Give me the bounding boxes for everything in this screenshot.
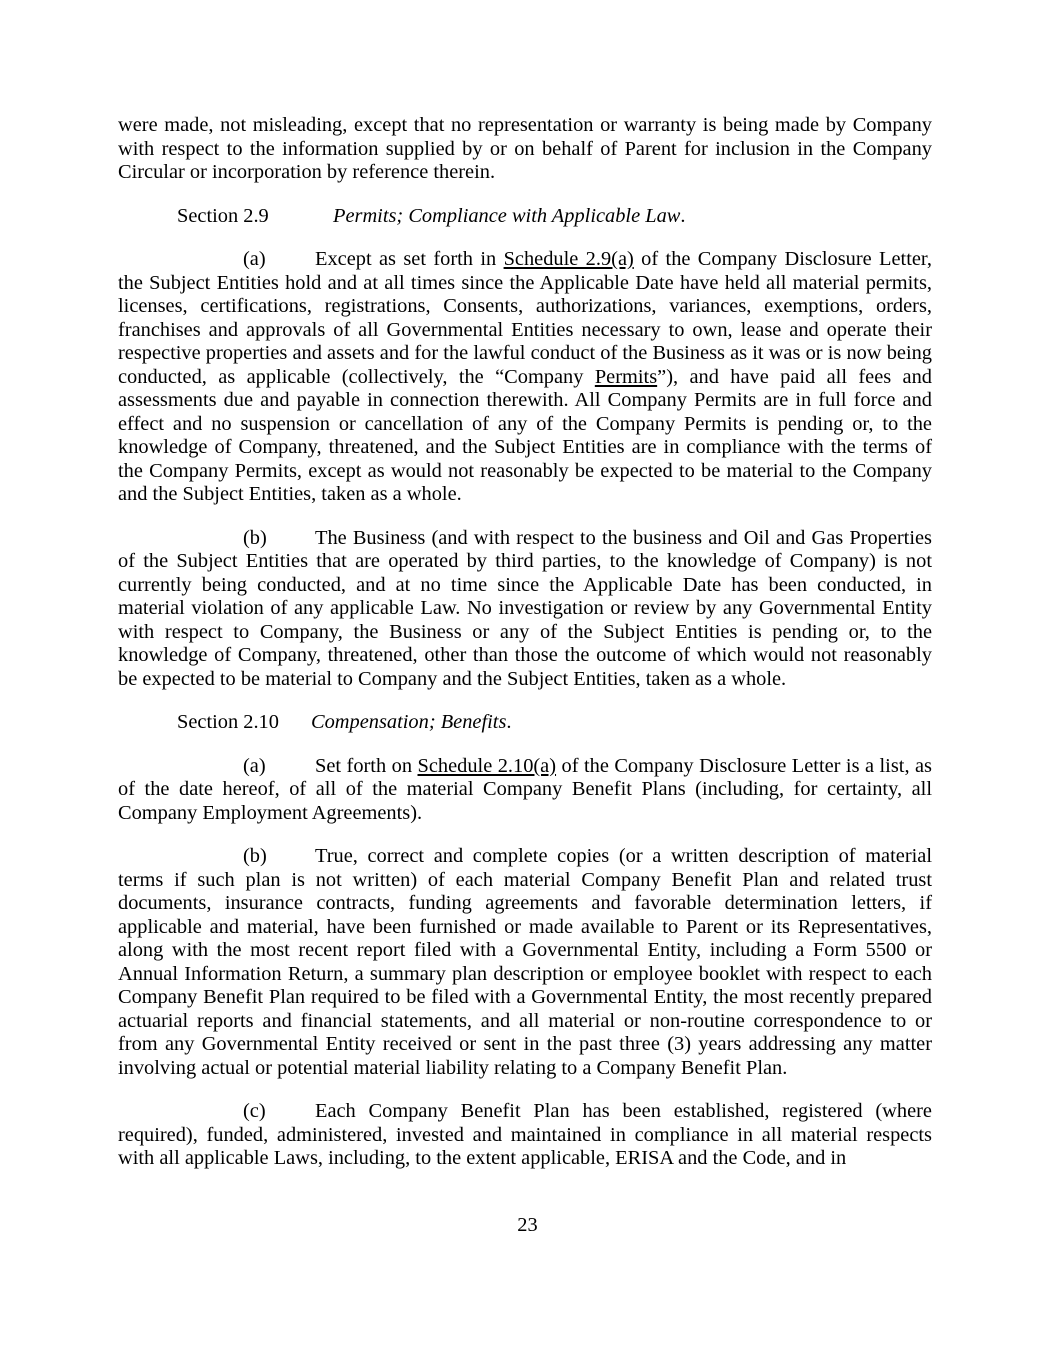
text-run: of the Company Disclosure Letter is a list, as of the date hereof, of all of the material Company Benefit Plans (including, for certainty, all Company Employment Agreements). — [118, 754, 932, 824]
paragraph-label: (a) — [243, 754, 266, 777]
text-run: The Business (and with respect to the business and Oil and Gas Properties of the Subject Entities that are operated by third parties, to the knowledge of Company) is not currently being conducted, and at no time since the Applicable Date has been conducted, in material violation of any applicable Law. No investigation or review by any Governmental Entity with respect to Company, the Business or any of the Subject Entities is pending or, to the knowledge of Company, threatened, other than those the outcome of which would not reasonably be expected to be material to Company and the Subject Entities, taken as a whole. — [118, 526, 932, 690]
paragraph-label: (b) — [243, 845, 267, 867]
body-paragraph — [118, 114, 932, 185]
section-heading — [118, 711, 932, 735]
text-run: Except as set forth in — [315, 248, 504, 270]
document-body — [118, 114, 932, 1191]
text-run: were made, not misleading, except that no representation or warranty is being made by Company with respect to the information supplied by or on behalf of Parent for inclusion in the Company Circular or incorporation by reference therein. — [118, 114, 932, 183]
text-run: Each Company Benefit Plan has been established, registered (where required), funded, administered, invested and maintained in compliance in all material respects with all applicable Laws, including, to the extent applicable, ERISA and the Code, and in — [118, 1100, 932, 1169]
text-run: of the Company Disclosure Letter, the Subject Entities hold and at all times since the Applicable Date have held all material permits, licenses, certifications, registrations, Consents, authorizations, variances, exemptions, orders, franchises and approvals of all Governmental Entities necessary to own, lease and operate their respective properties and assets and for the lawful conduct of the Business as it was or is now being conducted, as applicable (collectively, the “Company — [118, 248, 932, 388]
body-paragraph — [118, 755, 932, 826]
paragraph-label: (b) — [243, 526, 267, 549]
underlined-term: Schedule 2.9(a) — [503, 248, 634, 270]
text-run: True, correct and complete copies (or a written description of material terms if such plan is not written) of each material Company Benefit Plan and related trust documents, insurance contracts, funding agreements and favorable determination letters, if applicable and material, have been furnished or made available to Parent or its Representatives, along with the most recent report filed with a Governmental Entity, including a Form 5500 or Annual Information Return, a summary plan description or employee booklet with respect to each Company Benefit Plan required to be filed with a Governmental Entity, the most recently prepared actuarial reports and financial statements, and all material or non-routine correspondence to or from any Governmental Entity received or sent in the past three (3) years addressing any matter involving actual or potential material liability relating to a Company Benefit Plan. — [118, 845, 932, 1079]
page-number: 23 — [517, 1214, 538, 1236]
section-heading — [118, 205, 932, 229]
paragraph-label: Section 2.9 — [177, 204, 269, 227]
text-run: ”), and have paid all fees and assessments due and payable in connection therewith. All Company Permits are in full force and effect and no suspension or cancellation of any of the Company Permits is pending or, to the knowledge of Company, threatened, and the Subject Entities are in compliance with the terms of the Company Permits, except as would not reasonably be expected to be material to the Company and the Subject Entities, taken as a whole. — [118, 365, 932, 505]
underlined-term: Schedule 2.10(a) — [417, 754, 557, 777]
text-run: Set forth on — [315, 754, 418, 777]
body-paragraph — [118, 248, 932, 507]
section-title: Permits; Compliance with Applicable Law — [333, 204, 681, 227]
paragraph-label: (a) — [243, 248, 266, 270]
body-paragraph — [118, 527, 932, 692]
underlined-term: Permits — [594, 365, 658, 388]
section-title: Compensation; Benefits — [311, 711, 507, 733]
body-paragraph — [118, 845, 932, 1080]
paragraph-label: Section 2.10 — [177, 711, 279, 733]
body-paragraph — [118, 1100, 932, 1171]
paragraph-label: (c) — [243, 1100, 266, 1122]
text-run: . — [680, 204, 686, 227]
text-run: . — [506, 711, 512, 733]
